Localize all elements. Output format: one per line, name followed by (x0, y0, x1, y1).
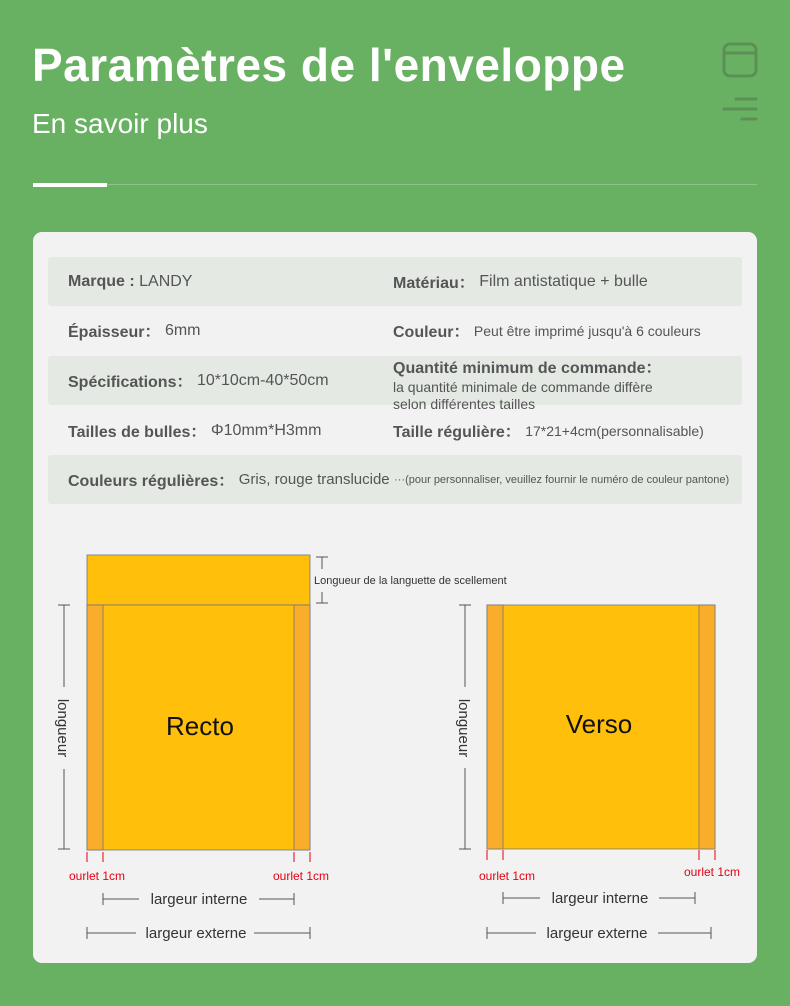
spec-specifications: Spécifications： 10*10cm-40*50cm (68, 371, 329, 391)
page-title: Paramètres de l'enveloppe (32, 39, 626, 91)
front-label: Recto (166, 711, 234, 741)
front-hem-ticks (87, 852, 310, 862)
front-hem-left-label: ourlet 1cm (68, 869, 126, 883)
front-hem-right-label: ourlet 1cm (272, 869, 330, 883)
spec-materiau: Matériau： Film antistatique + bulle (393, 272, 648, 292)
flap-label: Longueur de la languette de scellement (314, 575, 507, 587)
back-hem-ticks (487, 850, 715, 860)
menu-icon[interactable] (722, 96, 758, 124)
back-length-label: longueur (455, 698, 472, 758)
spec-epaisseur: Épaisseur： 6mm (68, 321, 201, 341)
spec-marque: Marque : LANDY (68, 272, 193, 290)
spec-moq: Quantité minimum de commande： la quantité minimale de commande diffère selon différentes tailles (393, 360, 662, 412)
envelope-diagram (33, 232, 757, 963)
back-hem-right-label: ourlet 1cm (683, 865, 741, 879)
front-flap (87, 555, 310, 605)
front-length-label: longueur (54, 698, 71, 758)
spec-bulles: Tailles de bulles： Φ10mm*H3mm (68, 421, 322, 441)
spec-couleurs-regulieres: Couleurs régulières： Gris, rouge translucide ···(pour personnaliser, veuillez fournir le numéro de couleur pantone) (68, 471, 730, 490)
back-hem-left-label: ourlet 1cm (478, 869, 536, 883)
back-inner-width-label: largeur interne (551, 890, 649, 907)
square-icon[interactable] (722, 42, 758, 78)
learn-more-link[interactable]: En savoir plus (32, 108, 208, 139)
header-divider-accent (33, 183, 107, 187)
front-outer-width-label: largeur externe (145, 925, 247, 942)
back-hem-right (699, 605, 715, 849)
back-hem-left (487, 605, 503, 849)
back-outer-width-label: largeur externe (546, 925, 648, 942)
back-label: Verso (565, 709, 633, 739)
spec-couleur: Couleur： Peut être imprimé jusqu'à 6 couleurs (393, 322, 701, 341)
front-inner-width-label: largeur interne (150, 891, 248, 908)
front-hem-right (294, 605, 310, 850)
header-divider (33, 184, 757, 185)
spec-taille: Taille régulière： 17*21+4cm(personnalisable) (393, 422, 704, 441)
spec-card (33, 232, 757, 963)
front-hem-left (87, 605, 103, 850)
